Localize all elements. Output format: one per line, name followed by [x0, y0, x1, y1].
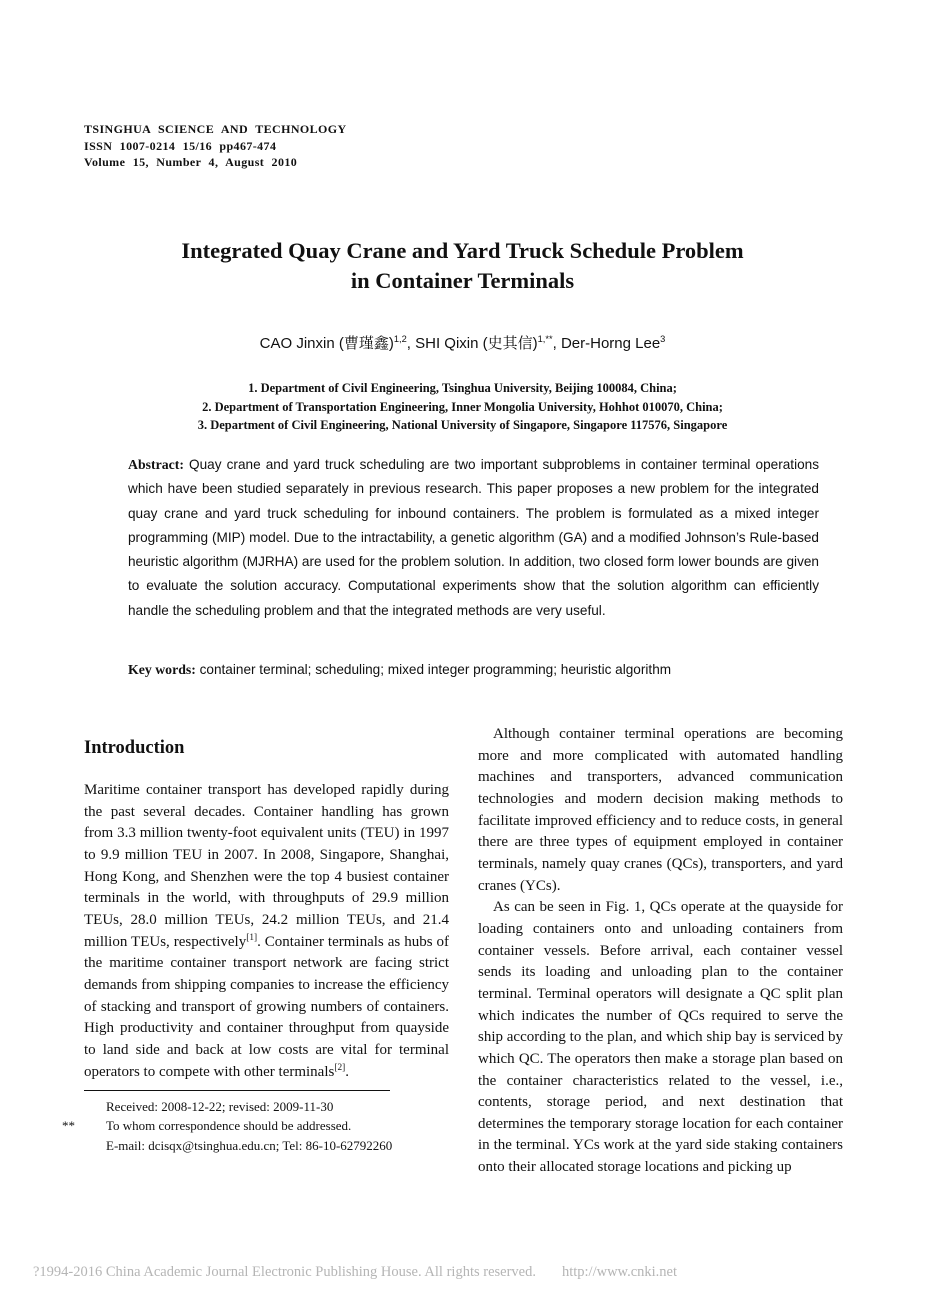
footnote-contact: E-mail: dcisqx@tsinghua.edu.cn; Tel: 86-10-62792260	[106, 1137, 393, 1153]
paper-title-line-1: Integrated Quay Crane and Yard Truck Schedule Problem	[181, 238, 744, 263]
abstract-text: Quay crane and yard truck scheduling are two important subproblems in container terminal operations which have been studied separately in previous research. This paper proposes a new problem for the integrated quay crane and yard truck scheduling for inbound containers. The problem is formulated as a mixed integer programming (MIP) model. Due to the intractability, a genetic algorithm (GA) and a modified Johnson’s Rule-based heuristic algorithm (MJRHA) are used for the problem solution. In addition, two closed form lower bounds are given to evaluate the solution accuracy. Computational experiments show that the solution algorithm can efficiently handle the scheduling problem and that the integrated methods are very useful.	[128, 457, 820, 618]
footnote-correspondence	[62, 1116, 449, 1135]
journal-name: TSINGHUA SCIENCE AND TECHNOLOGY	[84, 122, 347, 136]
abstract-section	[128, 453, 819, 623]
abstract-label: Abstract:	[128, 457, 184, 472]
introduction-heading: Introduction	[84, 738, 185, 758]
keywords-text: container terminal; scheduling; mixed integer programming; heuristic algorithm	[199, 662, 672, 677]
body-paragraph-2: Although container terminal operations are becoming more and more complicated with automated handling machines and transporters, advanced communication technologies and modern decision making methods to facilitate improved efficiency and to reduce costs, in general there are three types of equipment employed in container terminals, namely quay cranes (QCs), transporters, and yard cranes (YCs).	[478, 726, 843, 894]
journal-volume-line: Volume 15, Number 4, August 2010	[84, 155, 298, 169]
keywords-section	[128, 660, 819, 680]
paper-title	[0, 236, 925, 296]
introduction-paragraph-1: Maritime container transport has developed rapidly during the past several decades. Container handling has grown from 3.3 million twenty-foot equivalent units (TEU) in 1997 to 9.9 million TEU in 2007. In 2008, Singapore, Shanghai, Hong Kong, and Shenzhen were the top 4 busiest container terminals in the world, with throughputs of 29.9 million TEUs, 28.0 million TEUs, 24.2 million TEUs, and 21.4 million TEUs, respectively[1]. Container terminals as hubs of the maritime container transport network are facing strict demands from shipping companies to increase the efficiency of stacking and transport of growing numbers of containers. High productivity and container throughput from quayside to land side and back at low costs are vital for terminal operators to compete with other terminals[2].	[84, 782, 450, 1080]
affiliation-3: 3. Department of Civil Engineering, National University of Singapore, Singapore 117576, Singapore	[197, 418, 728, 433]
keywords-label: Key words:	[128, 662, 196, 677]
left-column	[62, 724, 450, 1155]
correspondence-text: To whom correspondence should be addressed.	[106, 1118, 352, 1134]
footnote-received: Received: 2008-12-22; revised: 2009-11-30	[106, 1099, 334, 1115]
body-paragraph-3: As can be seen in Fig. 1, QCs operate at the quayside for loading containers onto and unloading containers from container vessels. Before arrival, each container vessel sends its loading and unloading plan to the container terminal. Terminal operators will designate a QC split plan which indicates the number of QCs required to serve the ship according to the plan, and which ship bay is serviced by which QC. The operators then make a storage plan based on the container characteristics related to the vessel, i.e., contents, storage period, and next destination that determines the temporary storage location for each container in the terminal. YCs work at the yard side staking containers onto their allocated storage locations and picking up	[478, 899, 843, 1176]
affiliation-2: 2. Department of Transportation Engineering, Inner Mongolia University, Hohhot 010070, China;	[202, 399, 723, 414]
right-column	[478, 724, 843, 1179]
paper-title-line-2: in Container Terminals	[350, 268, 575, 293]
footnote-rule	[84, 1090, 390, 1091]
affiliation-1: 1. Department of Civil Engineering, Tsinghua University, Beijing 100084, China;	[248, 381, 677, 395]
footnote-block	[62, 1090, 449, 1155]
affiliations	[0, 379, 925, 435]
authors-line: CAO Jinxin (曹瑾鑫)$^{1,2}$, SHI Qixin (史其信)$^{1,**}$, Der-Horng Lee$^3$	[259, 334, 666, 352]
journal-issn-line: ISSN 1007-0214 15/16 pp467-474	[84, 138, 277, 153]
footer-copyright: ?1994-2016 China Academic Journal Electronic Publishing House. All rights reserved.	[33, 1264, 536, 1280]
journal-header	[84, 121, 347, 171]
correspondence-marker: **	[62, 1118, 75, 1134]
footer-url: http://www.cnki.net	[561, 1264, 678, 1280]
page-footer	[33, 1263, 903, 1282]
